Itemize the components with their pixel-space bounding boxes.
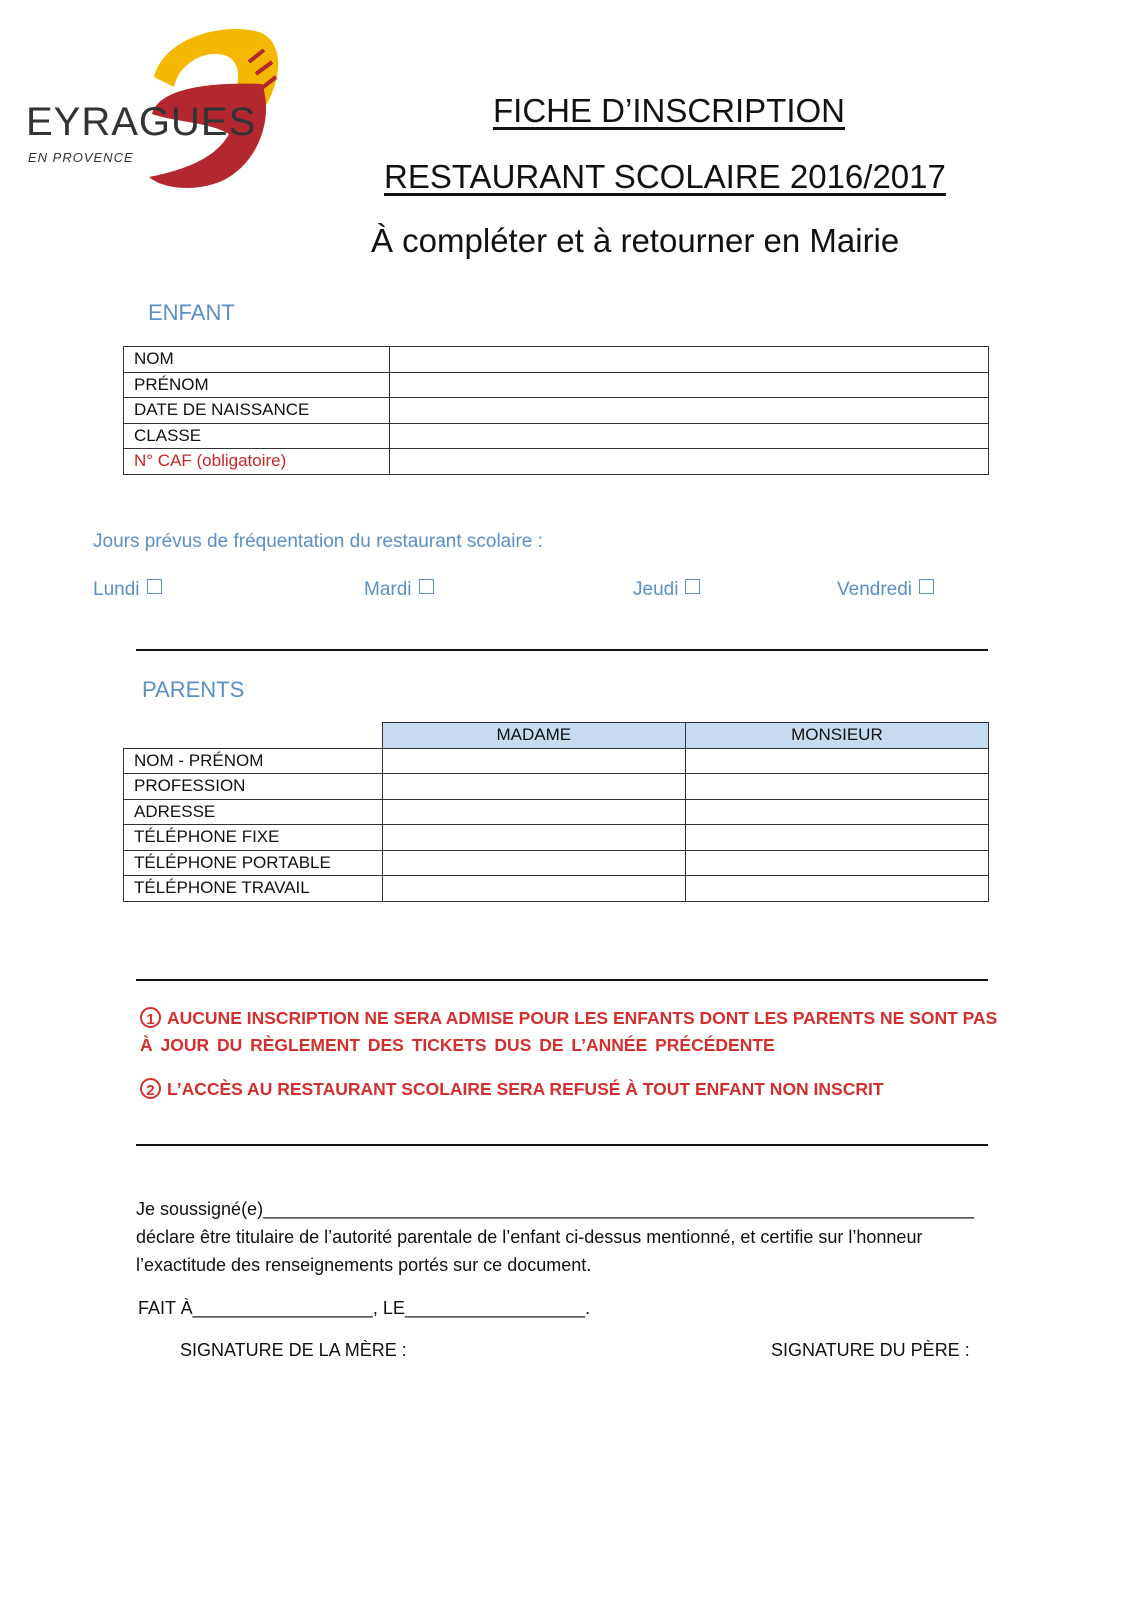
field-monsieur-profession[interactable]: [685, 774, 988, 800]
field-date-naissance[interactable]: [390, 398, 989, 424]
divider: [136, 649, 988, 651]
table-row: [124, 850, 989, 876]
field-nom[interactable]: [390, 347, 989, 373]
divider: [136, 1144, 988, 1146]
row-label-profession: PROFESSION: [124, 774, 383, 800]
day-label: Vendredi: [837, 579, 913, 600]
row-label-prenom: PRÉNOM: [124, 372, 390, 398]
column-header-madame: MADAME: [382, 723, 685, 749]
field-madame-nom-prenom[interactable]: [382, 748, 685, 774]
table-row: [124, 398, 989, 424]
checkbox-vendredi[interactable]: [919, 579, 934, 594]
days-question: Jours prévus de fréquentation du restaurant scolaire :: [93, 531, 543, 552]
table-row: [124, 825, 989, 851]
field-madame-profession[interactable]: [382, 774, 685, 800]
field-madame-telephone-travail[interactable]: [382, 876, 685, 902]
day-option-jeudi[interactable]: [633, 579, 700, 601]
eyragues-logo: [24, 22, 284, 197]
declaration-text-2: l’exactitude des renseignements portés sur ce document.: [136, 1255, 592, 1275]
field-monsieur-nom-prenom[interactable]: [685, 748, 988, 774]
checkbox-lundi[interactable]: [147, 579, 162, 594]
field-monsieur-telephone-fixe[interactable]: [685, 825, 988, 851]
field-madame-telephone-fixe[interactable]: [382, 825, 685, 851]
page-title-2: RESTAURANT SCOLAIRE 2016/2017: [384, 158, 946, 195]
table-row: [124, 748, 989, 774]
row-label-nom-prenom: NOM - PRÉNOM: [124, 748, 383, 774]
table-row: [124, 423, 989, 449]
notice-number-1: 1: [140, 1007, 161, 1028]
field-caf[interactable]: [390, 449, 989, 475]
day-label: Lundi: [93, 579, 140, 600]
row-label-adresse: ADRESSE: [124, 799, 383, 825]
field-classe[interactable]: [390, 423, 989, 449]
field-monsieur-telephone-portable[interactable]: [685, 850, 988, 876]
declaration-soussigne[interactable]: Je soussigné(e)_______________________________________________________________________: [136, 1199, 974, 1219]
child-info-table: [123, 346, 989, 475]
column-header-monsieur: MONSIEUR: [685, 723, 988, 749]
table-row: [124, 876, 989, 902]
day-option-mardi[interactable]: [364, 579, 434, 601]
row-label-caf: N° CAF (obligatoire): [124, 449, 390, 475]
checkbox-jeudi[interactable]: [685, 579, 700, 594]
field-monsieur-adresse[interactable]: [685, 799, 988, 825]
checkbox-mardi[interactable]: [419, 579, 434, 594]
divider: [136, 979, 988, 981]
table-row: [124, 347, 989, 373]
field-prenom[interactable]: [390, 372, 989, 398]
field-madame-telephone-portable[interactable]: [382, 850, 685, 876]
row-label-telephone-fixe: TÉLÉPHONE FIXE: [124, 825, 383, 851]
notice-2-line: L’ACCÈS AU RESTAURANT SCOLAIRE SERA REFUSÉ À TOUT ENFANT NON INSCRIT: [167, 1079, 884, 1099]
logo-subtitle: EN PROVENCE: [28, 150, 134, 165]
table-row: [124, 449, 989, 475]
notice-1-line-2: À JOUR DU RÈGLEMENT DES TICKETS DUS DE L’ANNÉE PRÉCÉDENTE: [140, 1035, 775, 1055]
row-label-nom: NOM: [124, 347, 390, 373]
fait-a-le-line[interactable]: FAIT À__________________, LE__________________.: [138, 1298, 591, 1318]
page-subtitle: À compléter et à retourner en Mairie: [371, 222, 900, 259]
declaration-text: déclare être titulaire de l’autorité parentale de l’enfant ci-dessus mentionné, et certifie sur l’honneur: [136, 1227, 923, 1247]
notice-2: [140, 1078, 884, 1100]
page-title: FICHE D’INSCRIPTION: [493, 92, 846, 129]
signature-pere-label: SIGNATURE DU PÈRE :: [771, 1340, 970, 1360]
day-label: Jeudi: [633, 579, 679, 600]
day-option-lundi[interactable]: [93, 579, 162, 601]
day-label: Mardi: [364, 579, 412, 600]
logo-word: EYRAGUES: [26, 100, 257, 144]
parents-info-table: [123, 722, 989, 902]
notice-1: [140, 1007, 997, 1029]
header-blank-cell: [124, 723, 383, 749]
row-label-date-naissance: DATE DE NAISSANCE: [124, 398, 390, 424]
field-monsieur-telephone-travail[interactable]: [685, 876, 988, 902]
table-row: [124, 372, 989, 398]
day-option-vendredi[interactable]: [837, 579, 934, 601]
row-label-telephone-portable: TÉLÉPHONE PORTABLE: [124, 850, 383, 876]
table-row: [124, 799, 989, 825]
signature-mere-label: SIGNATURE DE LA MÈRE :: [180, 1340, 407, 1360]
section-label-enfant: ENFANT: [148, 300, 235, 325]
notice-1-line-1: AUCUNE INSCRIPTION NE SERA ADMISE POUR LES ENFANTS DONT LES PARENTS NE SONT PAS: [167, 1008, 998, 1028]
table-header-row: [124, 723, 989, 749]
field-madame-adresse[interactable]: [382, 799, 685, 825]
row-label-telephone-travail: TÉLÉPHONE TRAVAIL: [124, 876, 383, 902]
table-row: [124, 774, 989, 800]
notice-number-2: 2: [140, 1078, 161, 1099]
section-label-parents: PARENTS: [142, 677, 245, 702]
row-label-classe: CLASSE: [124, 423, 390, 449]
